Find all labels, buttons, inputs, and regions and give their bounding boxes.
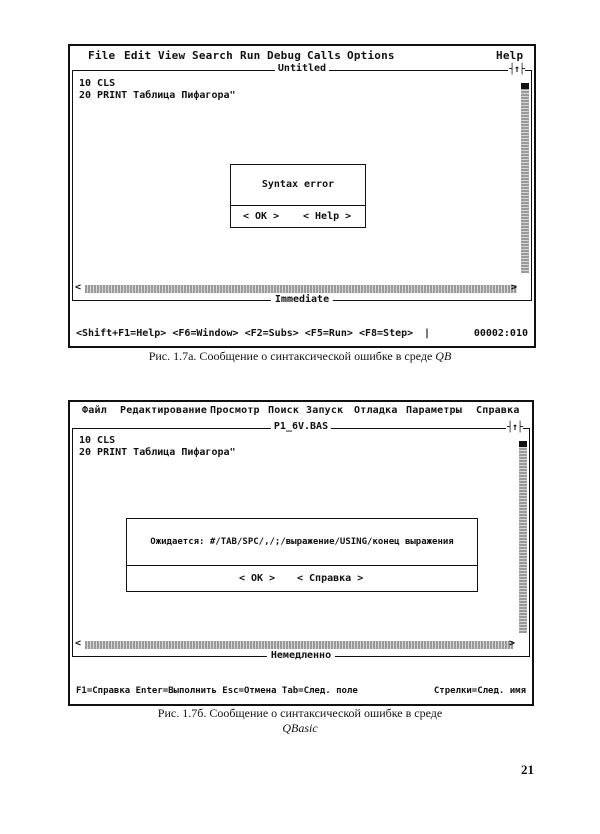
syntax-error-dialog xyxy=(230,164,366,228)
caption-b-env: QBasic xyxy=(282,721,318,735)
vertical-scrollbar-b[interactable] xyxy=(519,441,527,633)
menu-file[interactable]: File xyxy=(88,49,116,62)
scroll-left-arrow-icon-b[interactable]: < xyxy=(75,638,82,649)
menu-options[interactable]: Options xyxy=(347,49,395,62)
scroll-thumb-b[interactable] xyxy=(519,441,527,447)
qbasic-screen xyxy=(68,400,534,706)
caption-b-text: Рис. 1.7б. Сообщение о синтаксической ошибке в среде xyxy=(157,706,443,720)
immediate-divider-b xyxy=(72,650,530,661)
help-button-b[interactable]: < Справка > xyxy=(297,573,364,584)
qb-menu-bar xyxy=(70,46,534,62)
status-right-b: Стрелки=След. имя xyxy=(433,686,526,696)
vertical-scrollbar[interactable] xyxy=(521,83,529,273)
menu-view[interactable]: View xyxy=(158,49,186,62)
maximize-icon[interactable]: ┤↑├ xyxy=(508,64,524,75)
menu-edit-ru[interactable]: Редактирование xyxy=(120,405,208,416)
qbasic-menu-bar xyxy=(70,402,532,418)
menu-debug-ru[interactable]: Отладка xyxy=(354,405,398,416)
caption-a-text: Рис. 1.7а. Сообщение о синтаксической ошибке в среде xyxy=(148,349,433,363)
status-bar xyxy=(76,328,528,339)
immediate-title-b: Немедленно xyxy=(267,650,335,661)
menu-search[interactable]: Search xyxy=(192,49,233,62)
menu-file-ru[interactable]: Файл xyxy=(82,405,107,416)
code-line-1-b[interactable]: 10 CLS xyxy=(79,435,116,446)
ok-button-b[interactable]: < OK > xyxy=(239,573,276,584)
qb-screen xyxy=(68,44,536,348)
scroll-right-arrow-icon-b[interactable]: > xyxy=(508,638,515,649)
menu-help[interactable]: Help xyxy=(496,49,524,62)
status-hints: <Shift+F1=Help> <F6=Window> <F2=Subs> <F5=Run> <F8=Step> xyxy=(76,328,414,339)
page-number: 21 xyxy=(521,762,534,777)
editor-title: Untitled xyxy=(275,63,329,74)
cursor-position: 00002:010 xyxy=(473,328,528,339)
dialog-separator xyxy=(231,205,365,206)
menu-edit[interactable]: Edit xyxy=(124,49,152,62)
menu-run[interactable]: Run xyxy=(240,49,261,62)
menu-search-ru[interactable]: Поиск xyxy=(268,405,300,416)
caption-a xyxy=(0,349,600,364)
status-separator: | xyxy=(424,328,431,339)
caption-b xyxy=(0,706,600,736)
code-line-2[interactable]: 20 PRINT Таблица Пифагора" xyxy=(79,90,236,101)
code-line-1[interactable]: 10 CLS xyxy=(79,78,116,89)
horizontal-scrollbar-b[interactable] xyxy=(85,641,513,649)
ok-button[interactable]: < OK > xyxy=(243,211,280,222)
immediate-divider xyxy=(72,294,532,305)
scroll-thumb[interactable] xyxy=(521,83,529,89)
scroll-right-arrow-icon[interactable]: > xyxy=(510,282,517,293)
syntax-error-dialog-b xyxy=(126,518,478,592)
menu-debug[interactable]: Debug xyxy=(267,49,302,62)
menu-view-ru[interactable]: Просмотр xyxy=(210,405,260,416)
status-bar-b xyxy=(76,686,526,696)
menu-help-ru[interactable]: Справка xyxy=(476,405,520,416)
menu-options-ru[interactable]: Параметры xyxy=(406,405,462,416)
horizontal-scrollbar[interactable] xyxy=(85,285,517,293)
dialog-message: Syntax error xyxy=(261,179,335,190)
scroll-left-arrow-icon[interactable]: < xyxy=(75,282,82,293)
dialog-separator-b xyxy=(127,565,477,566)
maximize-icon-b[interactable]: ┤↑├ xyxy=(506,422,522,433)
menu-calls[interactable]: Calls xyxy=(307,49,342,62)
status-hints-b: F1=Справка Enter=Выполнить Esc=Отмена Tab=След. поле xyxy=(76,686,358,696)
menu-run-ru[interactable]: Запуск xyxy=(306,405,344,416)
help-button[interactable]: < Help > xyxy=(303,211,352,222)
editor-title-b: P1_6V.BAS xyxy=(271,421,331,432)
caption-a-env: QB xyxy=(435,349,452,363)
code-line-2-b[interactable]: 20 PRINT Таблица Пифагора" xyxy=(79,447,236,458)
immediate-title: Immediate xyxy=(271,294,333,305)
dialog-message-b: Ожидается: #/TAB/SPC/,/;/выражение/USING/конец выражения xyxy=(150,537,454,547)
